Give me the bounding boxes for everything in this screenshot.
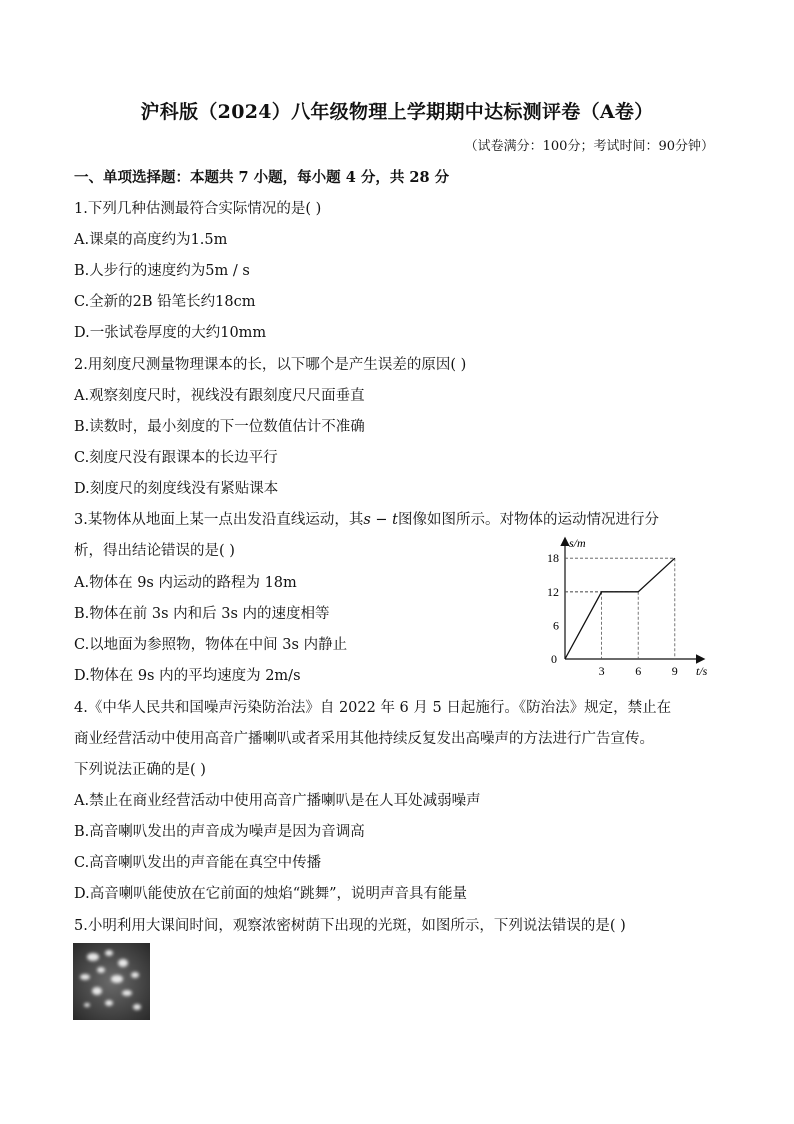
question-2-option-d: D.刻度尺的刻度线没有紧贴课本 — [74, 481, 279, 497]
x-tick-label: 9 — [671, 664, 678, 678]
question-1-option-a: A.课桌的高度约为1.5m — [74, 232, 228, 248]
question-1-option-d: D.一张试卷厚度的大约10mm — [74, 325, 267, 341]
question-3-variable: s − t — [363, 512, 398, 528]
question-1-stem: 1.下列几种估测最符合实际情况的是( ) — [74, 201, 322, 217]
series-line — [565, 558, 675, 659]
question-3-option-d: D.物体在 9s 内的平均速度为 2m/s — [74, 668, 301, 684]
question-4-option-a: A.禁止在商业经营活动中使用高音广播喇叭是在人耳处减弱噪声 — [74, 793, 481, 809]
question-3-stem-pre: 3.某物体从地面上某一点出发沿直线运动，其 — [74, 512, 364, 528]
question-3-option-a: A.物体在 9s 内运动的路程为 18m — [74, 575, 297, 591]
question-3-stem-post: 图像如图所示。对物体的运动情况进行分 — [397, 512, 659, 528]
question-4-option-c: C.高音喇叭发出的声音能在真空中传播 — [74, 855, 322, 871]
question-3-option-b: B.物体在前 3s 内和后 3s 内的速度相等 — [74, 606, 330, 622]
exam-meta: （试卷满分：100分；考试时间：90分钟） — [464, 139, 714, 154]
question-4-stem-line2: 商业经营活动中使用高音广播喇叭或者采用其他持续反复发出高噪声的方法进行广告宣传。 — [74, 731, 654, 747]
question-2-option-a: A.观察刻度尺时，视线没有跟刻度尺尺面垂直 — [74, 388, 365, 404]
question-1-option-c: C.全新的2B 铅笔长约18cm — [74, 294, 256, 310]
x-tick-label: 3 — [598, 664, 605, 678]
y-axis-label: s/m — [569, 536, 586, 550]
x-axis-label: t/s — [696, 664, 708, 678]
y-tick-label: 6 — [553, 618, 559, 633]
section-heading: 一、单项选择题：本题共 7 小题，每小题 4 分，共 28 分 — [74, 169, 450, 186]
question-2-stem: 2.用刻度尺测量物理课本的长，以下哪个是产生误差的原因( ) — [74, 357, 467, 373]
y-tick-label: 18 — [547, 551, 559, 566]
st-graph — [545, 533, 715, 683]
question-4-option-b: B.高音喇叭发出的声音成为噪声是因为音调高 — [74, 824, 365, 840]
exam-title: 沪科版（2024）八年级物理上学期期中达标测评卷（A卷） — [140, 101, 654, 123]
x-tick-label: 6 — [635, 664, 642, 678]
question-1-option-b: B.人步行的速度约为5m / s — [74, 263, 250, 279]
y-tick-label: 12 — [547, 584, 559, 599]
question-5-stem: 5.小明利用大课间时间，观察浓密树荫下出现的光斑，如图所示，下列说法错误的是( ) — [74, 918, 626, 934]
question-2-option-b: B.读数时，最小刻度的下一位数值估计不准确 — [74, 419, 365, 435]
question-3-option-c: C.以地面为参照物，物体在中间 3s 内静止 — [74, 637, 348, 653]
question-4-option-d: D.高音喇叭能使放在它前面的烛焰“跳舞”，说明声音具有能量 — [74, 886, 468, 902]
question-4-stem-line3: 下列说法正确的是( ) — [74, 762, 206, 778]
light-spots-photo — [73, 943, 150, 1020]
question-3-stem-line2: 析，得出结论错误的是( ) — [74, 543, 235, 559]
origin-label: 0 — [551, 652, 557, 666]
question-4-stem-line1: 4.《中华人民共和国噪声污染防治法》自 2022 年 6 月 5 日起施行。《防治法》规定，禁止在 — [74, 700, 672, 716]
question-3-stem-line1 — [74, 508, 659, 529]
question-2-option-c: C.刻度尺没有跟课本的长边平行 — [74, 450, 278, 466]
